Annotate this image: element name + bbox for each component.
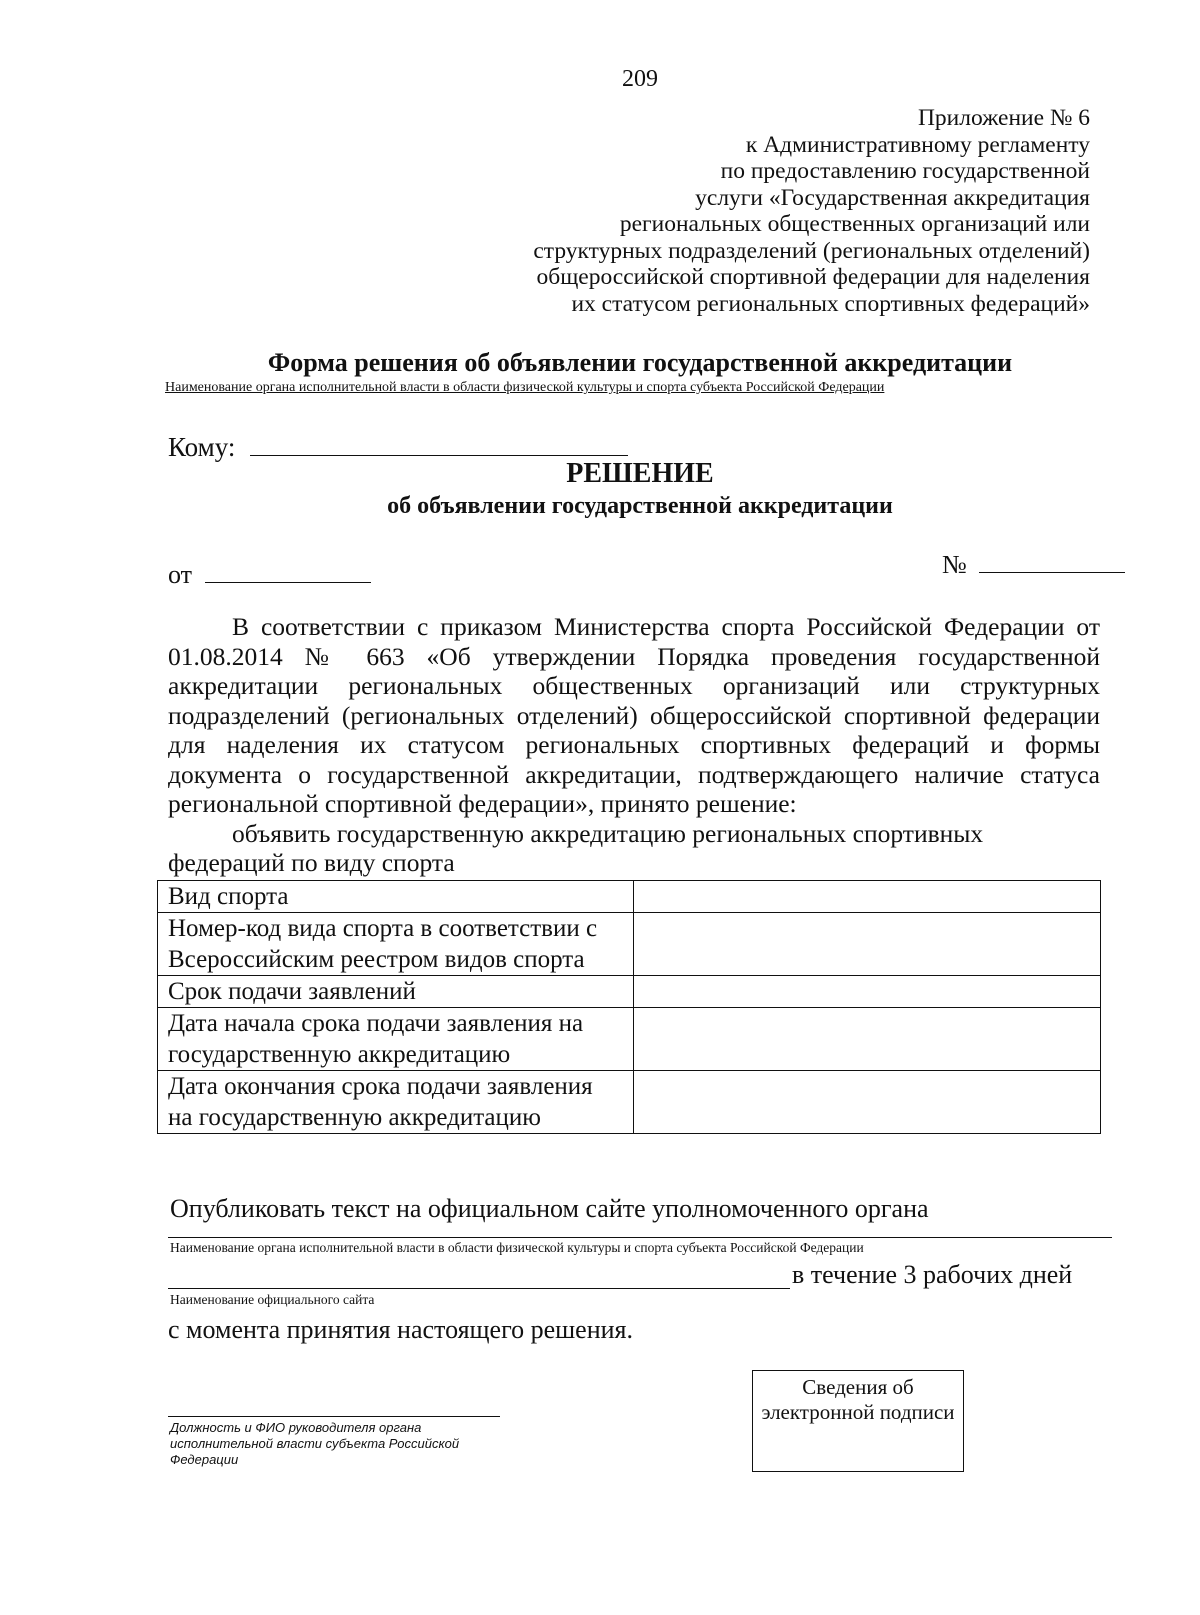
announce-line: объявить государственную аккредитацию региональных спортивных (232, 818, 984, 848)
table-row (158, 976, 1101, 1008)
site-name-caption: Наименование официального сайта (170, 1292, 375, 1307)
org-name-blank[interactable] (168, 1237, 1112, 1238)
table-cell-value[interactable] (634, 913, 1101, 976)
number-label: № (942, 550, 967, 579)
org-name-caption-2: Наименование органа исполнительной власти в области физической культуры и спорта субъекта Российской Федерации (170, 1240, 864, 1255)
table-cell-label: Срок подачи заявлений (158, 976, 634, 1008)
table-cell-value[interactable] (634, 976, 1101, 1008)
publish-text: Опубликовать текст на официальном сайте уполномоченного органа (170, 1194, 929, 1223)
date-field (168, 560, 371, 590)
table-cell-value[interactable] (634, 881, 1101, 913)
within-days-text: в течение 3 рабочих дней (792, 1260, 1073, 1289)
moment-text: с момента принятия настоящего решения. (168, 1315, 634, 1344)
signer-blank[interactable] (168, 1416, 500, 1417)
recipient-blank[interactable] (250, 433, 628, 456)
electronic-signature-box: Сведения об электронной подписи (752, 1370, 964, 1472)
number-field (942, 550, 1125, 580)
table-row (158, 913, 1101, 976)
decision-subtitle: об объявлении государственной аккредитации (387, 493, 893, 519)
body-paragraph: В соответствии с приказом Министерства спорта Российской Федерации от 01.08.2014 № 663 «Об утверждении Порядка проведения государственной аккредитации региональных общественных организаций или структурных подразделений (региональных отделений) общероссийской спортивной федерации для наделения их статусом региональных спортивных федераций и формы документа о государственной аккредитации, подтверждающего наличие статуса региональной спортивной федерации», принято решение: (168, 612, 1100, 818)
announce-line: федераций по виду спорта (168, 848, 455, 877)
table-cell-value[interactable] (634, 1008, 1101, 1071)
org-name-caption: Наименование органа исполнительной власти в области физической культуры и спорта субъекта Российской Федерации (165, 380, 885, 395)
date-label: от (168, 560, 193, 589)
table-cell-label: Номер-код вида спорта в соответствии с Всероссийским реестром видов спорта (158, 913, 634, 976)
appendix-header (533, 105, 1090, 317)
table-cell-label: Дата окончания срока подачи заявления на государственную аккредитацию (158, 1071, 634, 1134)
table-cell-label: Дата начала срока подачи заявления на государственную аккредитацию (158, 1008, 634, 1071)
appendix-line: их статусом региональных спортивных федераций» (571, 290, 1090, 317)
form-title: Форма решения об объявлении государственной аккредитации (267, 348, 1013, 377)
table-row (158, 1008, 1101, 1071)
appendix-line: Приложение № 6 (917, 105, 1090, 131)
appendix-line: общероссийской спортивной федерации для наделения (536, 264, 1090, 290)
table-row (158, 1071, 1101, 1134)
appendix-line: к Административному регламенту (745, 131, 1090, 158)
site-name-blank[interactable] (168, 1288, 790, 1289)
table-row (158, 881, 1101, 913)
page-number: 209 (622, 66, 658, 92)
signer-caption: Должность и ФИО руководителя органа исполнительной власти субъекта Российской Федерации (170, 1420, 460, 1467)
number-blank[interactable] (979, 552, 1125, 573)
accreditation-table (157, 880, 1101, 1134)
table-cell-value[interactable] (634, 1071, 1101, 1134)
appendix-line: по предоставлению государственной (720, 158, 1090, 184)
table-cell-label: Вид спорта (158, 881, 634, 913)
appendix-line: структурных подразделений (региональных отделений) (533, 237, 1090, 264)
recipient-label: Кому: (168, 432, 236, 462)
decision-body (168, 612, 1100, 878)
appendix-line: услуги «Государственная аккредитация (695, 184, 1090, 211)
date-blank[interactable] (205, 562, 371, 583)
decision-title: РЕШЕНИЕ (566, 458, 714, 489)
appendix-line: региональных общественных организаций или (619, 211, 1090, 237)
